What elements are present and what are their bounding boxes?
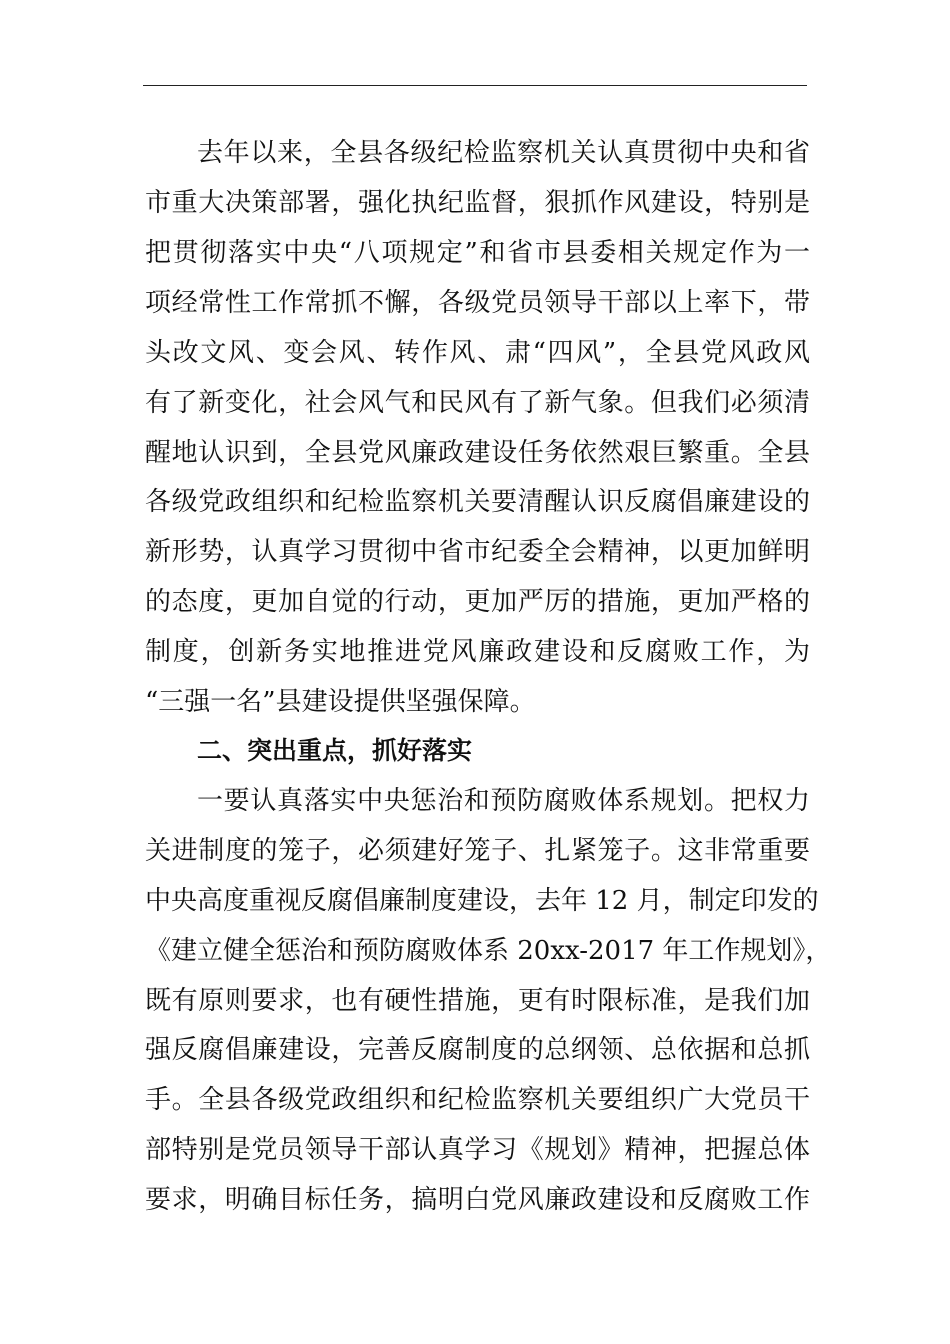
paragraph-line: 把贯彻落实中央“八项规定”和省市县委相关规定作为一 bbox=[145, 238, 810, 268]
paragraph-line: 一要认真落实中央惩治和预防腐败体系规划。把权力 bbox=[197, 786, 810, 816]
paragraph-line: 去年以来，全县各级纪检监察机关认真贯彻中央和省 bbox=[197, 138, 810, 168]
paragraph-line: 新形势，认真学习贯彻中省市纪委全会精神，以更加鲜明 bbox=[145, 537, 810, 567]
paragraph-line: 中央高度重视反腐倡廉制度建设，去年 12 月，制定印发的 bbox=[145, 886, 819, 916]
paragraph-line: 头改文风、变会风、转作风、肃“四风”，全县党风政风 bbox=[145, 338, 810, 368]
paragraph-line: 既有原则要求，也有硬性措施，更有时限标准，是我们加 bbox=[145, 986, 810, 1016]
paragraph-line: 《建立健全惩治和预防腐败体系 20xx-2017 年工作规划》， bbox=[145, 936, 832, 966]
paragraph-line: 项经常性工作常抓不懈，各级党员领导干部以上率下，带 bbox=[145, 288, 810, 318]
paragraph-line: 关进制度的笼子，必须建好笼子、扎紧笼子。这非常重要 bbox=[145, 836, 810, 866]
paragraph-line: 有了新变化，社会风气和民风有了新气象。但我们必须清 bbox=[145, 388, 810, 418]
header-rule bbox=[143, 85, 807, 86]
paragraph-line: 醒地认识到，全县党风廉政建设任务依然艰巨繁重。全县 bbox=[145, 438, 810, 468]
section-heading: 二、突出重点，抓好落实 bbox=[197, 736, 473, 765]
paragraph-line: 要求，明确目标任务，搞明白党风廉政建设和反腐败工作 bbox=[145, 1185, 810, 1215]
paragraph-line: “三强一名”县建设提供坚强保障。 bbox=[145, 687, 536, 717]
paragraph-line: 强反腐倡廉建设，完善反腐制度的总纲领、总依据和总抓 bbox=[145, 1035, 810, 1065]
paragraph-line: 部特别是党员领导干部认真学习《规划》精神，把握总体 bbox=[145, 1135, 810, 1165]
paragraph-line: 手。全县各级党政组织和纪检监察机关要组织广大党员干 bbox=[145, 1085, 810, 1115]
paragraph-line: 市重大决策部署，强化执纪监督，狠抓作风建设，特别是 bbox=[145, 188, 810, 218]
paragraph-line: 各级党政组织和纪检监察机关要清醒认识反腐倡廉建设的 bbox=[145, 487, 810, 517]
paragraph-line: 的态度，更加自觉的行动，更加严厉的措施，更加严格的 bbox=[145, 587, 810, 617]
paragraph-line: 制度，创新务实地推进党风廉政建设和反腐败工作，为 bbox=[145, 637, 810, 667]
